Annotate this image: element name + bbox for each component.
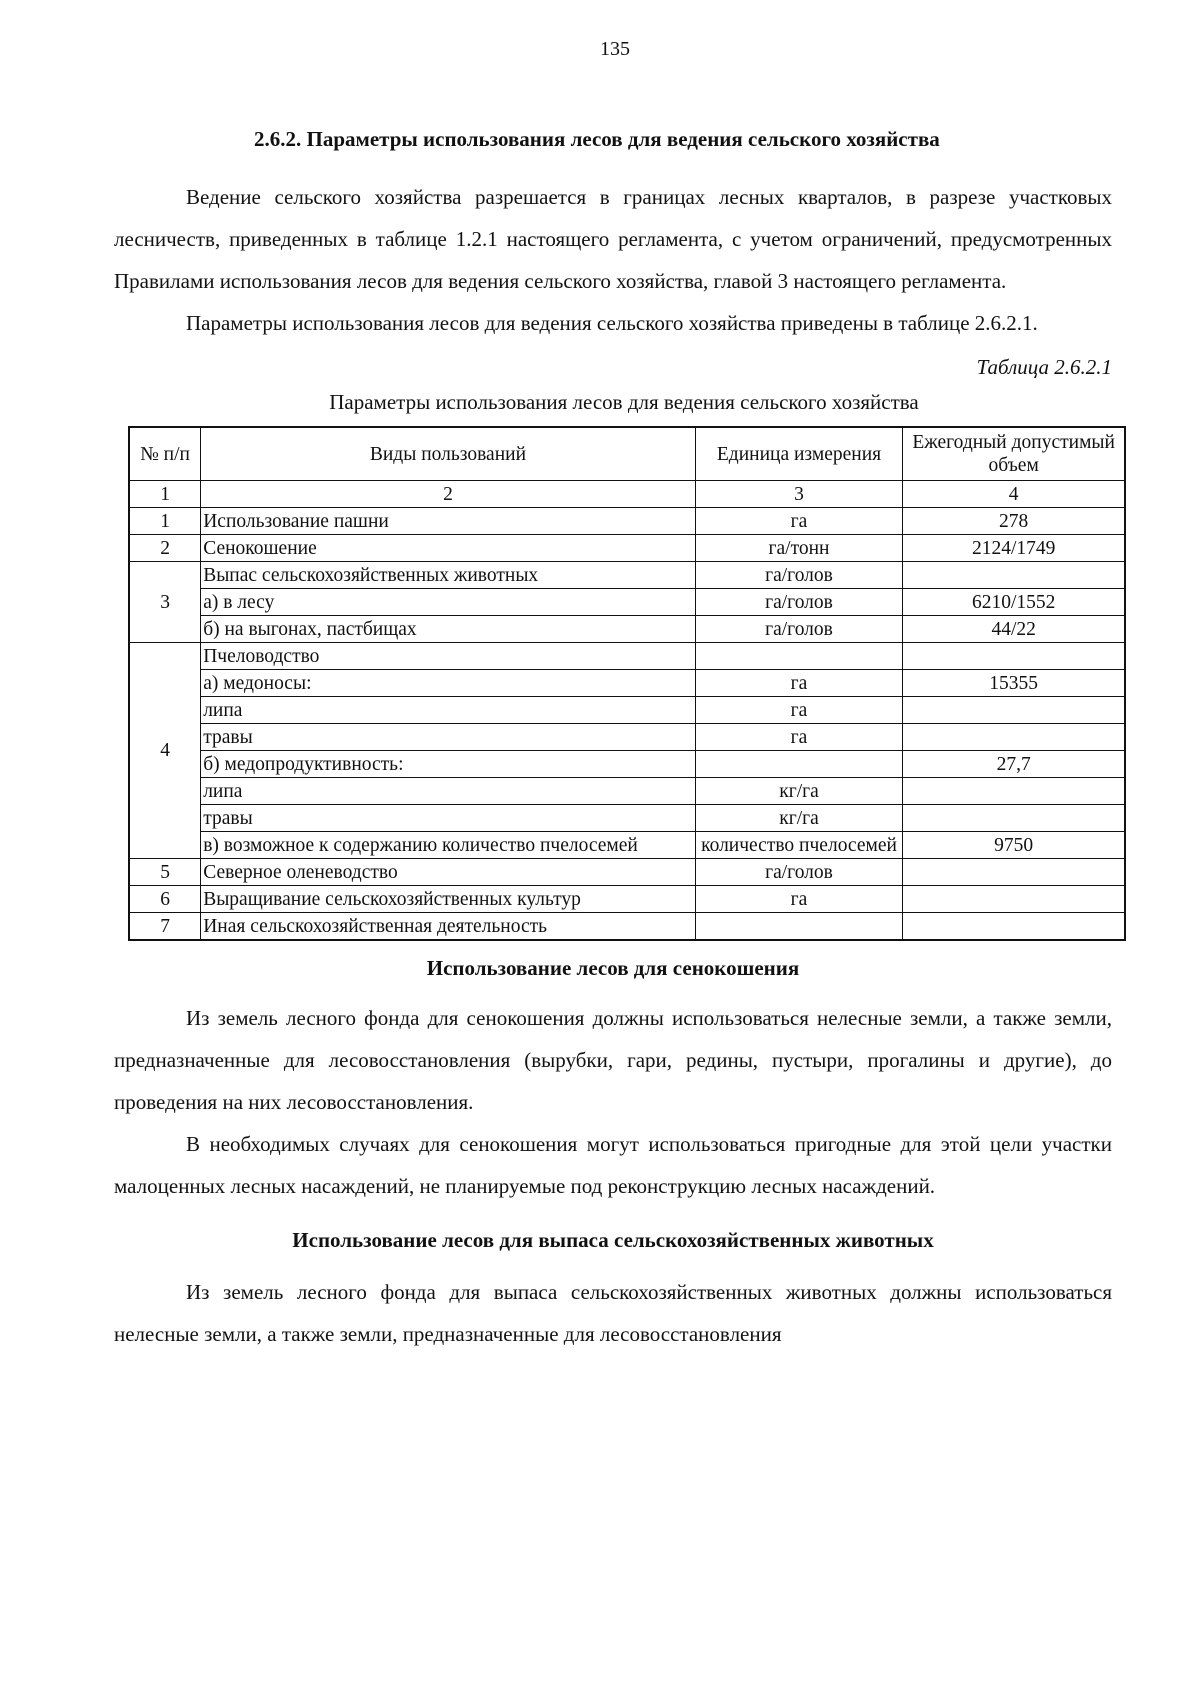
row-number: 6 — [129, 886, 201, 913]
unit-cell: га/голов — [695, 562, 903, 589]
usage-type-cell: Иная сельскохозяйственная деятельность — [201, 913, 695, 941]
unit-cell: га — [695, 670, 903, 697]
table-body — [129, 481, 1125, 941]
row-number: 4 — [129, 643, 201, 859]
table-row — [129, 832, 1125, 859]
table-row — [129, 859, 1125, 886]
usage-type-cell: б) медопродуктивность: — [201, 751, 695, 778]
usage-type-cell: Северное оленеводство — [201, 859, 695, 886]
volume-cell: 6210/1552 — [903, 589, 1125, 616]
unit-cell — [695, 913, 903, 941]
header-unit: Единица измерения — [695, 427, 903, 481]
unit-cell — [695, 643, 903, 670]
volume-cell: 27,7 — [903, 751, 1125, 778]
volume-cell — [903, 643, 1125, 670]
grazing-heading: Использование лесов для выпаса сельскохозяйственных животных — [292, 1228, 934, 1252]
unit-cell — [695, 751, 903, 778]
row-number: 1 — [129, 508, 201, 535]
section-title: 2.6.2. Параметры использования лесов для ведения сельского хозяйства — [254, 127, 940, 151]
header-annual-volume: Ежегодный допустимый объем — [903, 427, 1125, 481]
usage-type-cell: липа — [201, 697, 695, 724]
volume-cell: 9750 — [903, 832, 1125, 859]
grazing-paragraph-1: Из земель лесного фонда для выпаса сельскохозяйственных животных должны использоваться нелесные земли, а также земли, предназначенные для лесовосстановления — [114, 1280, 1112, 1346]
usage-type-cell: а) медоносы: — [201, 670, 695, 697]
unit-cell: количество пчелосемей — [695, 832, 903, 859]
table-row — [129, 589, 1125, 616]
usage-type-cell: б) на выгонах, пастбищах — [201, 616, 695, 643]
haymaking-paragraph-1: Из земель лесного фонда для сенокошения должны использоваться нелесные земли, а также земли, предназначенные для лесовосстановления (вырубки, гари, редины, пустыри, прогалины и другие), до проведения на них лесовосстановления. — [114, 1006, 1112, 1114]
table-header-row — [129, 427, 1125, 481]
intro-paragraph-1: Ведение сельского хозяйства разрешается в границах лесных кварталов, в разрезе участковых лесничеств, приведенных в таблице 1.2.1 настоящего регламента, с учетом ограничений, предусмотренных Правилами использования лесов для ведения сельского хозяйства, главой 3 настоящего регламента. — [114, 185, 1112, 293]
table-row — [129, 670, 1125, 697]
parameters-table — [128, 426, 1126, 941]
header-usage-type: Виды пользований — [201, 427, 695, 481]
table-row — [129, 751, 1125, 778]
volume-cell — [903, 562, 1125, 589]
volume-cell — [903, 724, 1125, 751]
unit-cell: га — [695, 508, 903, 535]
table-row — [129, 913, 1125, 941]
volume-cell: 278 — [903, 508, 1125, 535]
table-label: Таблица 2.6.2.1 — [976, 355, 1112, 379]
header-number: № п/п — [129, 427, 201, 481]
page-number: 135 — [600, 38, 630, 60]
usage-type-cell: а) в лесу — [201, 589, 695, 616]
unit-cell: кг/га — [695, 778, 903, 805]
volume-cell — [903, 886, 1125, 913]
haymaking-heading: Использование лесов для сенокошения — [426, 956, 800, 980]
unit-cell: га/тонн — [695, 535, 903, 562]
table-row — [129, 724, 1125, 751]
volume-cell — [903, 913, 1125, 941]
table-row — [129, 886, 1125, 913]
table-caption: Параметры использования лесов для ведения сельского хозяйства — [329, 390, 919, 414]
unit-cell: га/голов — [695, 589, 903, 616]
usage-type-cell: Выпас сельскохозяйственных животных — [201, 562, 695, 589]
usage-type-cell: Выращивание сельскохозяйственных культур — [201, 886, 695, 913]
volume-cell — [903, 859, 1125, 886]
unit-cell: га/голов — [695, 859, 903, 886]
usage-type-cell: Пчеловодство — [201, 643, 695, 670]
unit-cell: га — [695, 697, 903, 724]
unit-cell: га/голов — [695, 616, 903, 643]
usage-type-cell: Использование пашни — [201, 508, 695, 535]
unit-cell: га — [695, 886, 903, 913]
haymaking-paragraph-2: В необходимых случаях для сенокошения могут использоваться пригодные для этой цели участки малоценных лесных насаждений, не планируемые под реконструкцию лесных насаждений. — [114, 1132, 1112, 1198]
column-number-row — [129, 481, 1125, 508]
table-row — [129, 778, 1125, 805]
volume-cell: 15355 — [903, 670, 1125, 697]
unit-cell: га — [695, 724, 903, 751]
volume-cell: 44/22 — [903, 616, 1125, 643]
table-row — [129, 643, 1125, 670]
volume-cell — [903, 778, 1125, 805]
row-number: 2 — [129, 535, 201, 562]
usage-type-cell: Сенокошение — [201, 535, 695, 562]
usage-type-cell: липа — [201, 778, 695, 805]
table-row — [129, 697, 1125, 724]
row-number: 5 — [129, 859, 201, 886]
row-number: 3 — [129, 562, 201, 643]
column-number: 4 — [903, 481, 1125, 508]
usage-type-cell: в) возможное к содержанию количество пчелосемей — [201, 832, 695, 859]
column-number: 3 — [695, 481, 903, 508]
table-row — [129, 508, 1125, 535]
page-content — [114, 126, 1115, 1355]
volume-cell: 2124/1749 — [903, 535, 1125, 562]
unit-cell: кг/га — [695, 805, 903, 832]
column-number: 2 — [201, 481, 695, 508]
table-row — [129, 805, 1125, 832]
table-row — [129, 616, 1125, 643]
usage-type-cell: травы — [201, 724, 695, 751]
column-number: 1 — [129, 481, 201, 508]
row-number: 7 — [129, 913, 201, 941]
usage-type-cell: травы — [201, 805, 695, 832]
table-row — [129, 535, 1125, 562]
table-header — [129, 427, 1125, 481]
volume-cell — [903, 805, 1125, 832]
volume-cell — [903, 697, 1125, 724]
intro-paragraph-2: Параметры использования лесов для ведения сельского хозяйства приведены в таблице 2.6.2.1. — [186, 311, 1038, 335]
table-row — [129, 562, 1125, 589]
